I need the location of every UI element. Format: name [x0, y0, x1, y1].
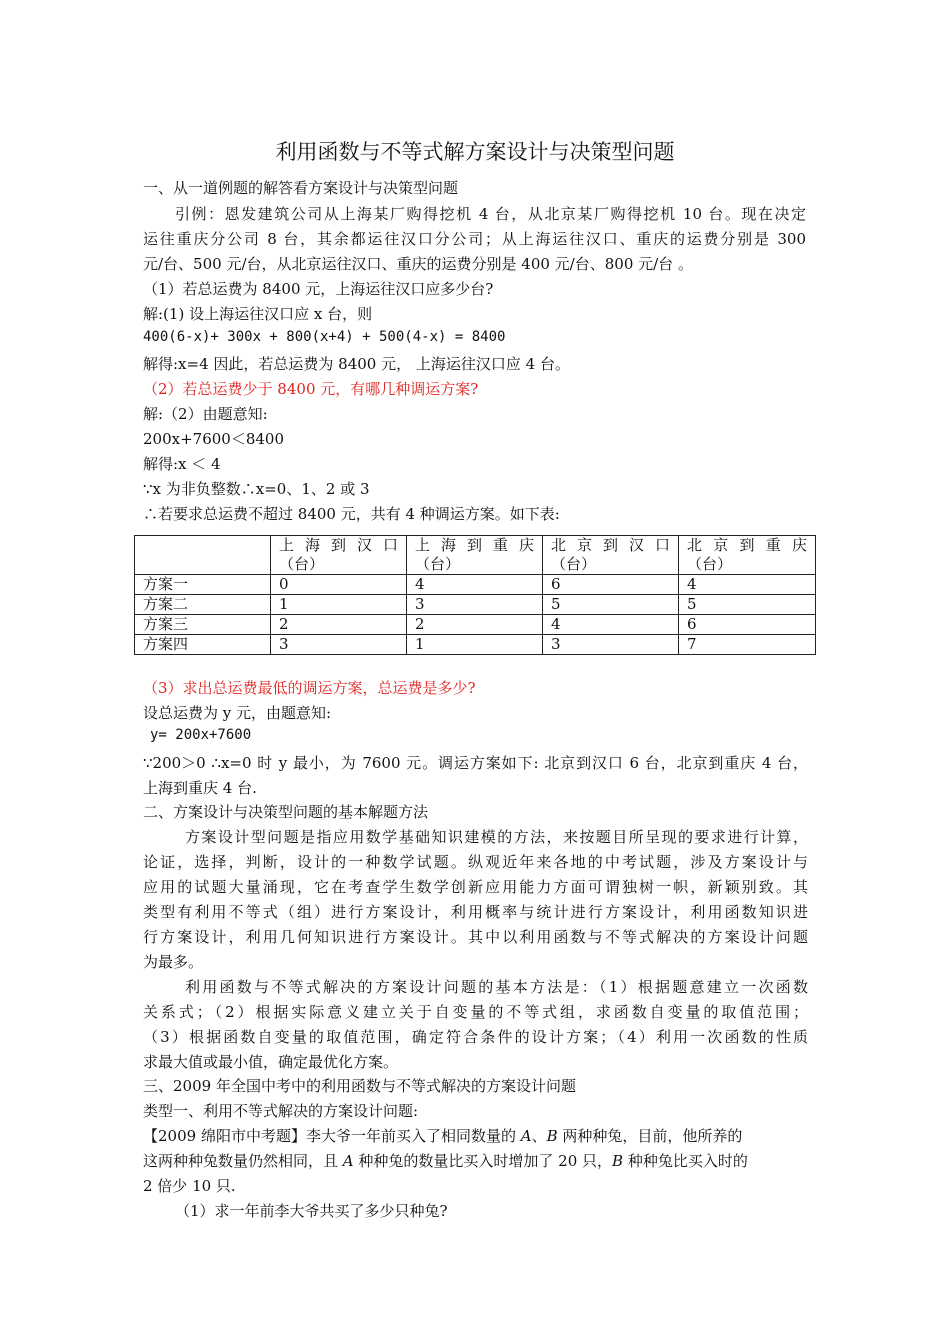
section1-heading: 一、从一道例题的解答看方案设计与决策型问题 [143, 179, 459, 197]
table-header-cell: 北京到汉口 （台） [543, 536, 679, 575]
row-label: 方案三 [135, 615, 271, 635]
question-1: （1）若总运费为 8400 元，上海运往汉口应多少台? [143, 280, 494, 298]
section2-p2-line-4: 求最大值或最小值，确定最优化方案。 [143, 1053, 399, 1071]
table-cell: 4 [679, 575, 816, 595]
section2-p1-line-4: 类型有利用不等式（组）进行方案设计，利用概率与统计进行方案设计，利用函数知识进 [143, 903, 808, 921]
row-label: 方案一 [135, 575, 271, 595]
solution-2-line-1: 解:（2）由题意知: [143, 405, 268, 423]
intro-line-2: 运往重庆分公司 8 台，其余都运往汉口分公司；从上海运往汉口、重庆的运费分别是 300 [143, 230, 806, 248]
solution-1-equation: 400(6-x)+ 300x + 800(x+4) + 500(4-x) = 8400 [143, 329, 506, 345]
row-label: 方案二 [135, 595, 271, 615]
section3-heading: 三、2009 年全国中考中的利用函数与不等式解决的方案设计问题 [143, 1077, 576, 1095]
table-cell: 1 [407, 635, 543, 655]
plan-table [134, 535, 816, 655]
section2-p1-line-1: 方案设计型问题是指应用数学基础知识建模的方法，来按题目所呈现的要求进行计算， [185, 828, 808, 846]
table-cell: 0 [271, 575, 407, 595]
solution-2-result: 解得:x ＜ 4 [143, 455, 221, 473]
table-cell: 6 [679, 615, 816, 635]
table-corner-cell [135, 536, 271, 575]
table-header-row [135, 536, 816, 575]
section2-heading: 二、方案设计与决策型问题的基本解题方法 [143, 803, 429, 821]
section2-p2-line-1: 利用函数与不等式解决的方案设计问题的基本方法是：（1）根据题意建立一次函数 [185, 978, 808, 996]
solution-2-integers: ∵x 为非负整数∴x=0、1、2 或 3 [143, 480, 370, 498]
table-cell: 3 [407, 595, 543, 615]
table-header-cell: 上海到汉口 （台） [271, 536, 407, 575]
section2-p1-line-6: 为最多。 [143, 953, 204, 971]
example-line-1: 【2009 绵阳市中考题】李大爷一年前买入了相同数量的 A、B 两种种兔，目前，他所养的 [143, 1127, 743, 1145]
example-line-3: 2 倍少 10 只. [143, 1177, 236, 1195]
solution-1-result: 解得:x=4 因此，若总运费为 8400 元， 上海运往汉口应 4 台。 [143, 355, 570, 373]
document-title: 利用函数与不等式解方案设计与决策型问题 [275, 140, 675, 164]
solution-3-line-4: 上海到重庆 4 台. [143, 779, 257, 797]
section2-p2-line-3: （3）根据函数自变量的取值范围，确定符合条件的设计方案；（4）利用一次函数的性质 [143, 1028, 808, 1046]
solution-2-inequality: 200x+7600＜8400 [143, 430, 285, 448]
solution-3-function: y= 200x+7600 [150, 727, 252, 743]
question-2: （2）若总运费少于 8400 元，有哪几种调运方案? [143, 380, 479, 398]
section2-p1-line-3: 应用的试题大量涌现，它在考查学生数学创新应用能力方面可谓独树一帜，新颖别致。其 [143, 878, 808, 896]
intro-line-1: 引例：恩发建筑公司从上海某厂购得挖机 4 台，从北京某厂购得挖机 10 台。现在决定 [175, 205, 806, 223]
intro-line-3: 元/台、500 元/台，从北京运往汉口、重庆的运费分别是 400 元/台、800 元/台 。 [143, 255, 693, 273]
solution-3-line-1: 设总运费为 y 元，由题意知: [143, 704, 332, 722]
table-row [135, 615, 816, 635]
table-cell: 7 [679, 635, 816, 655]
type1-heading: 类型一、利用不等式解决的方案设计问题: [143, 1102, 419, 1120]
section2-p2-line-2: 关系式；（2）根据实际意义建立关于自变量的不等式组，求函数自变量的取值范围； [143, 1003, 808, 1021]
solution-1-line-1: 解:(1) 设上海运往汉口应 x 台，则 [143, 305, 373, 323]
table-cell: 2 [271, 615, 407, 635]
example-question-1: （1）求一年前李大爷共买了多少只种兔? [175, 1202, 448, 1220]
table-row [135, 575, 816, 595]
solution-2-conclusion: ∴若要求总运费不超过 8400 元，共有 4 种调运方案。如下表: [143, 505, 560, 523]
table-cell: 3 [271, 635, 407, 655]
solution-3-line-3: ∵200＞0 ∴x=0 时 y 最小，为 7600 元。调运方案如下: 北京到汉口 6 台，北京到重庆 4 台， [143, 754, 808, 772]
table-cell: 5 [543, 595, 679, 615]
table-cell: 6 [543, 575, 679, 595]
table-row [135, 595, 816, 615]
table-cell: 1 [271, 595, 407, 615]
row-label: 方案四 [135, 635, 271, 655]
section2-p1-line-2: 论证，选择，判断，设计的一种数学试题。纵观近年来各地的中考试题，涉及方案设计与 [143, 853, 808, 871]
question-3: （3）求出总运费最低的调运方案，总运费是多少? [143, 679, 476, 697]
table-cell: 2 [407, 615, 543, 635]
table-header-cell: 上海到重庆 （台） [407, 536, 543, 575]
section2-p1-line-5: 行方案设计，利用几何知识进行方案设计。其中以利用函数与不等式解决的方案设计问题 [143, 928, 808, 946]
table-row [135, 635, 816, 655]
table-cell: 5 [679, 595, 816, 615]
table-cell: 4 [543, 615, 679, 635]
table-cell: 3 [543, 635, 679, 655]
table-cell: 4 [407, 575, 543, 595]
table-header-cell: 北京到重庆 （台） [679, 536, 816, 575]
example-line-2: 这两种种兔数量仍然相同，且 A 种种兔的数量比买入时增加了 20 只，B 种种兔比买入时的 [143, 1152, 748, 1170]
